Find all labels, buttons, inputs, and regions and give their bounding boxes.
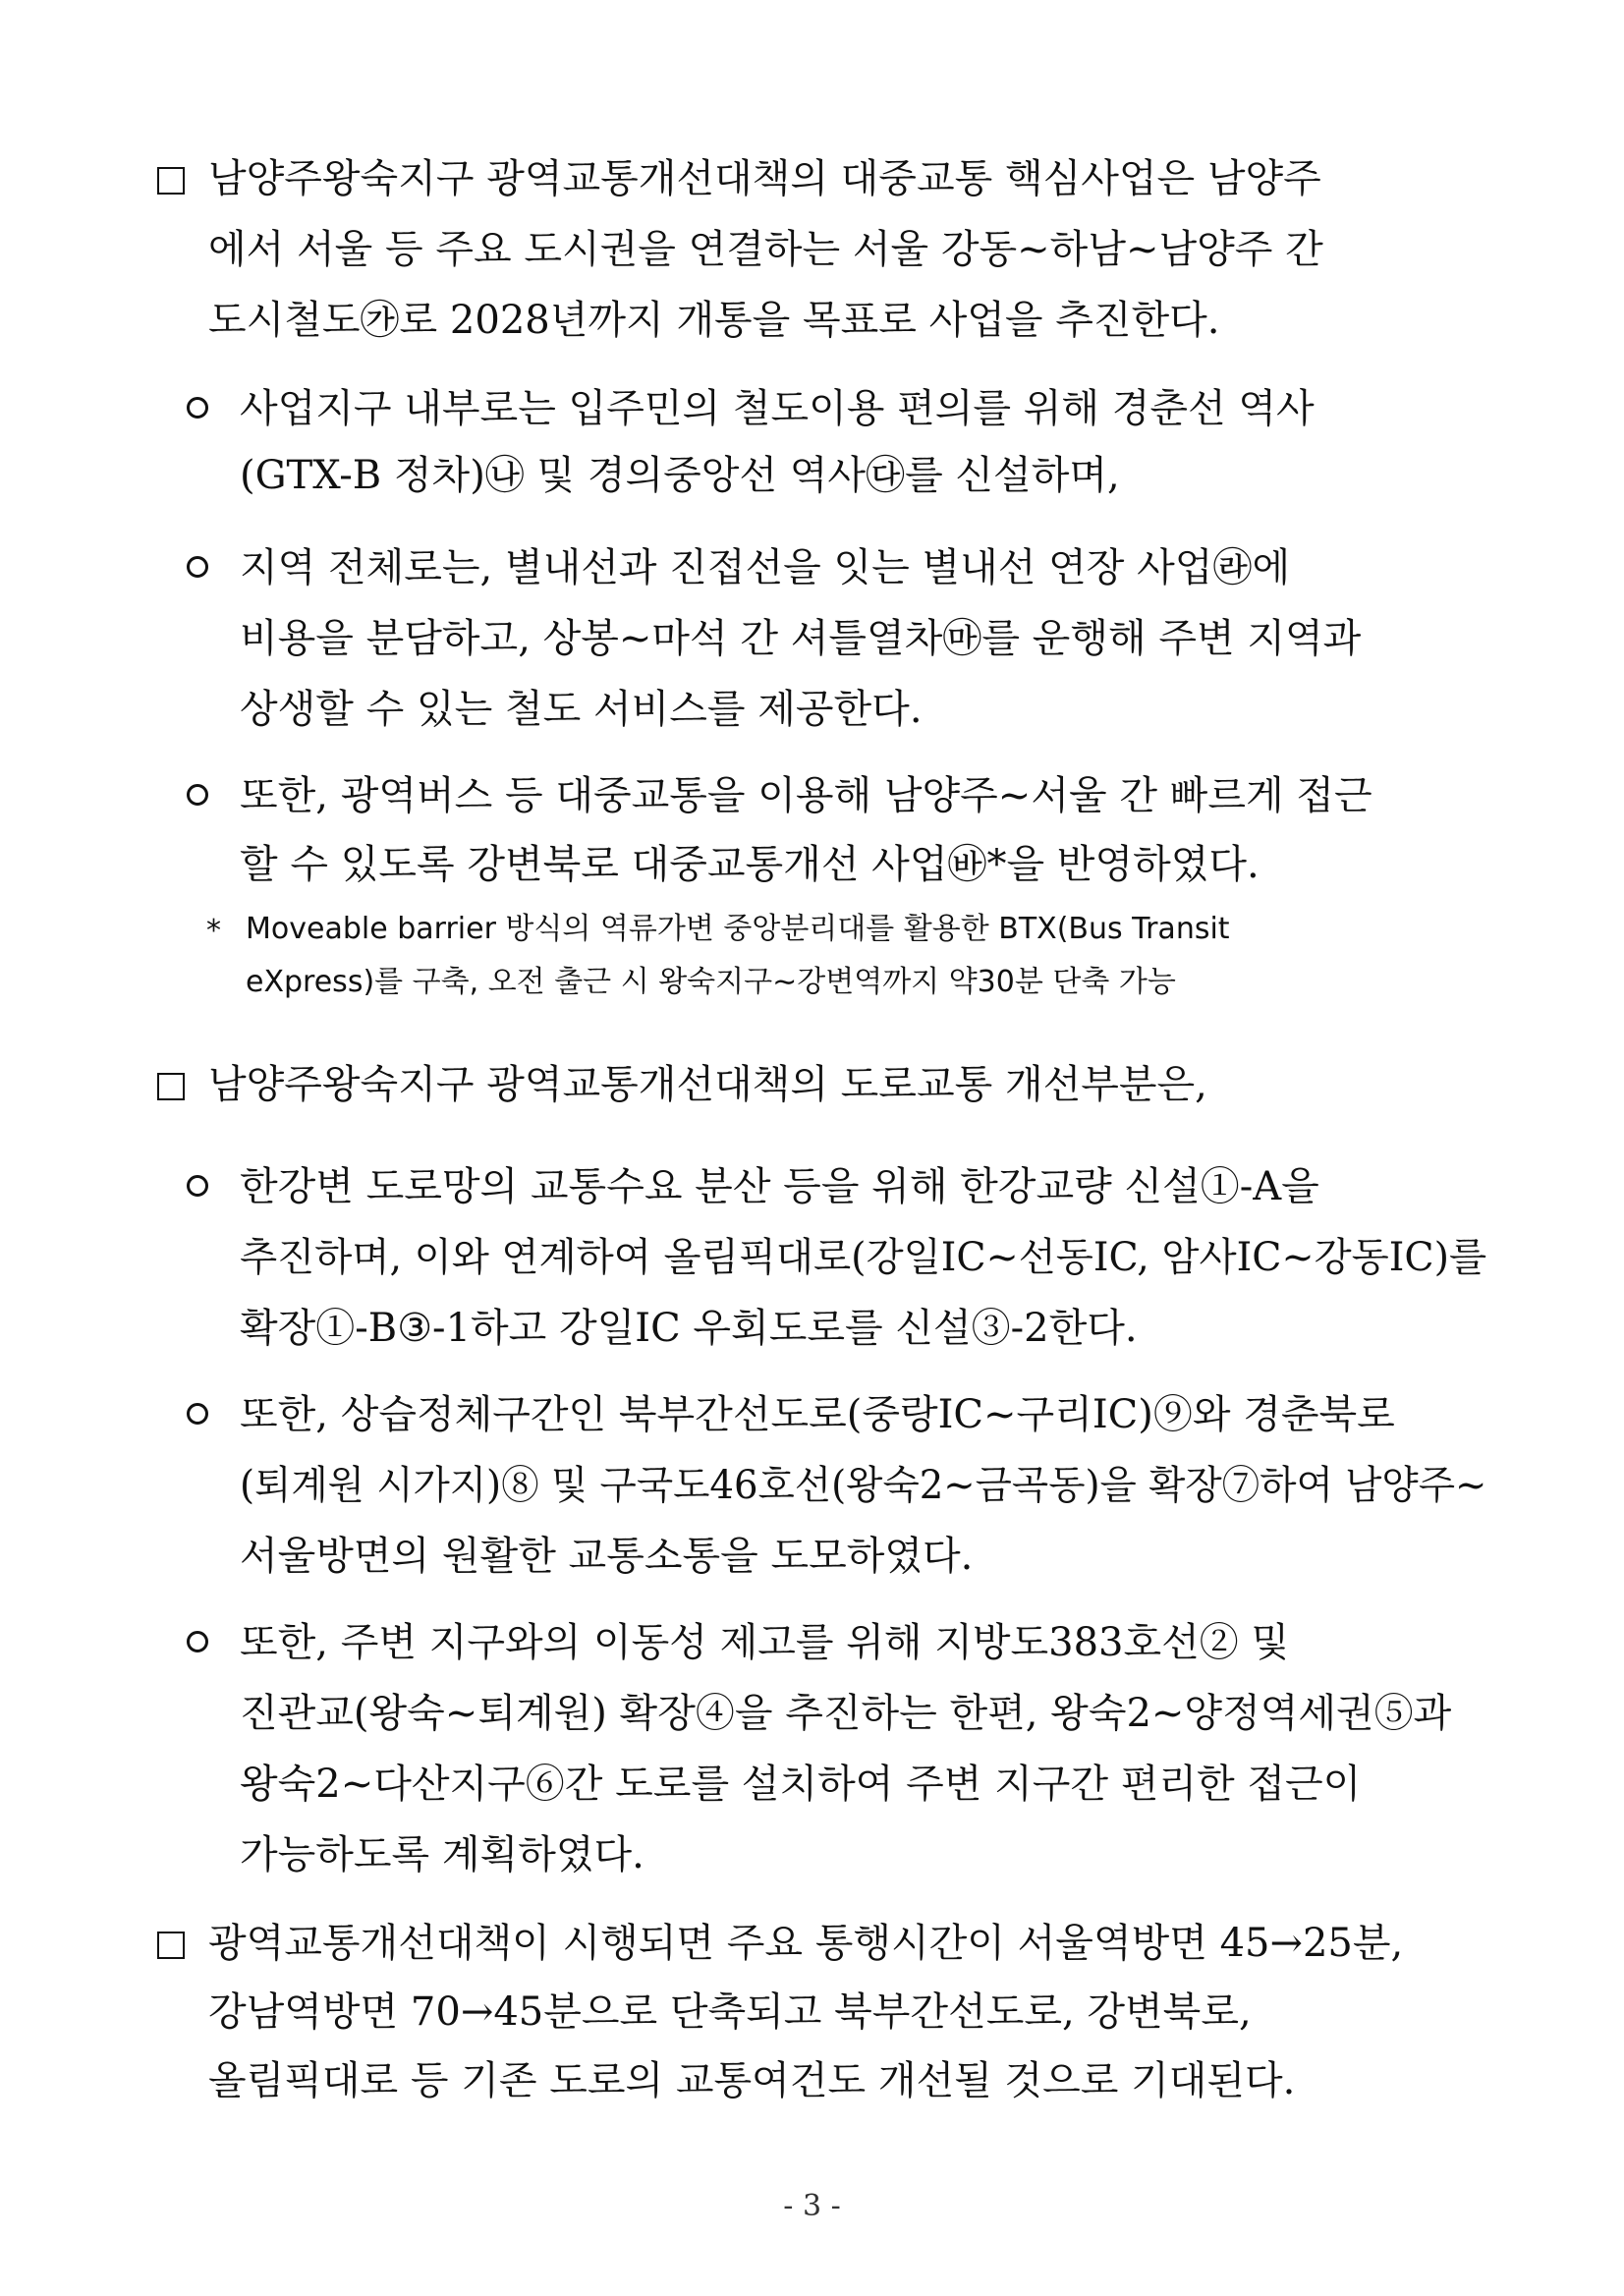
bullet-line: 추진하며, 이와 연계하여 올림픽대로(강일IC~선동IC, 암사IC~강동IC)를	[240, 1235, 1487, 1280]
section-3-line: 올림픽대로 등 기존 도로의 교통여건도 개선될 것으로 기대된다.	[208, 2058, 1296, 2103]
bullet-circle-icon	[187, 784, 208, 806]
section-2-head: 남양주왕숙지구 광역교통개선대책의 도로교통 개선부분은,	[208, 1062, 1207, 1107]
bullet-line: 상생할 수 있는 철도 서비스를 제공한다.	[240, 687, 923, 732]
bullet-line: 사업지구 내부로는 입주민의 철도이용 편의를 위해 경춘선 역사	[240, 386, 1315, 431]
bullet-line: 또한, 광역버스 등 대중교통을 이용해 남양주~서울 간 빠르게 접근	[240, 773, 1372, 818]
checkbox-square-icon	[157, 1932, 185, 1959]
bullet-circle-icon	[187, 556, 208, 578]
bullet-circle-icon	[187, 397, 208, 419]
bullet-circle-icon	[187, 1175, 208, 1197]
bullet-line: 또한, 상습정체구간인 북부간선도로(중랑IC~구리IC)⑨와 경춘북로	[240, 1392, 1395, 1437]
bullet-line: 진관교(왕숙~퇴계원) 확장④을 추진하는 한편, 왕숙2~양정역세권⑤과	[240, 1691, 1452, 1736]
bullet-line: 또한, 주변 지구와의 이동성 제고를 위해 지방도383호선② 및	[240, 1620, 1290, 1665]
section-3-line: 광역교통개선대책이 시행되면 주요 통행시간이 서울역방면 45→25분,	[208, 1921, 1404, 1966]
bullet-line: (GTX-B 정차)㉯ 및 경의중앙선 역사㉰를 신설하며,	[240, 453, 1120, 498]
note-line: eXpress)를 구축, 오전 출근 시 왕숙지구∼강변역까지 약30분 단축 가능	[246, 965, 1176, 999]
page-number: - 3 -	[783, 2189, 841, 2223]
section-3-line: 강남역방면 70→45분으로 단축되고 북부간선도로, 강변북로,	[208, 1989, 1252, 2035]
checkbox-square-icon	[157, 167, 185, 195]
section-1-line: 도시철도㉮로 2028년까지 개통을 목표로 사업을 추진한다.	[208, 298, 1220, 343]
checkbox-square-icon	[157, 1073, 185, 1100]
note-line: Moveable barrier 방식의 역류가변 중앙분리대를 활용한 BTX(Bus Transit	[246, 912, 1230, 946]
bullet-line: (퇴계원 시가지)⑧ 및 구국도46호선(왕숙2~금곡동)을 확장⑦하여 남양주~	[240, 1463, 1487, 1508]
note-asterisk: *	[206, 914, 221, 948]
bullet-circle-icon	[187, 1403, 208, 1425]
bullet-circle-icon	[187, 1631, 208, 1652]
section-1-line: 남양주왕숙지구 광역교통개선대책의 대중교통 핵심사업은 남양주	[208, 156, 1321, 201]
bullet-line: 가능하도록 계획하였다.	[240, 1832, 644, 1877]
bullet-line: 서울방면의 원활한 교통소통을 도모하였다.	[240, 1534, 974, 1579]
bullet-line: 확장①-B③-1하고 강일IC 우회도로를 신설③-2한다.	[240, 1306, 1138, 1351]
bullet-line: 비용을 분담하고, 상봉~마석 간 셔틀열차㉲를 운행해 주변 지역과	[240, 616, 1362, 661]
bullet-line: 지역 전체로는, 별내선과 진접선을 잇는 별내선 연장 사업㉱에	[240, 545, 1291, 590]
section-1-line: 에서 서울 등 주요 도시권을 연결하는 서울 강동~하남~남양주 간	[208, 227, 1323, 272]
bullet-line: 한강변 도로망의 교통수요 분산 등을 위해 한강교량 신설①-A을	[240, 1164, 1319, 1209]
bullet-line: 할 수 있도록 강변북로 대중교통개선 사업㉳*을 반영하였다.	[240, 842, 1260, 887]
bullet-line: 왕숙2~다산지구⑥간 도로를 설치하여 주변 지구간 편리한 접근이	[240, 1762, 1362, 1807]
